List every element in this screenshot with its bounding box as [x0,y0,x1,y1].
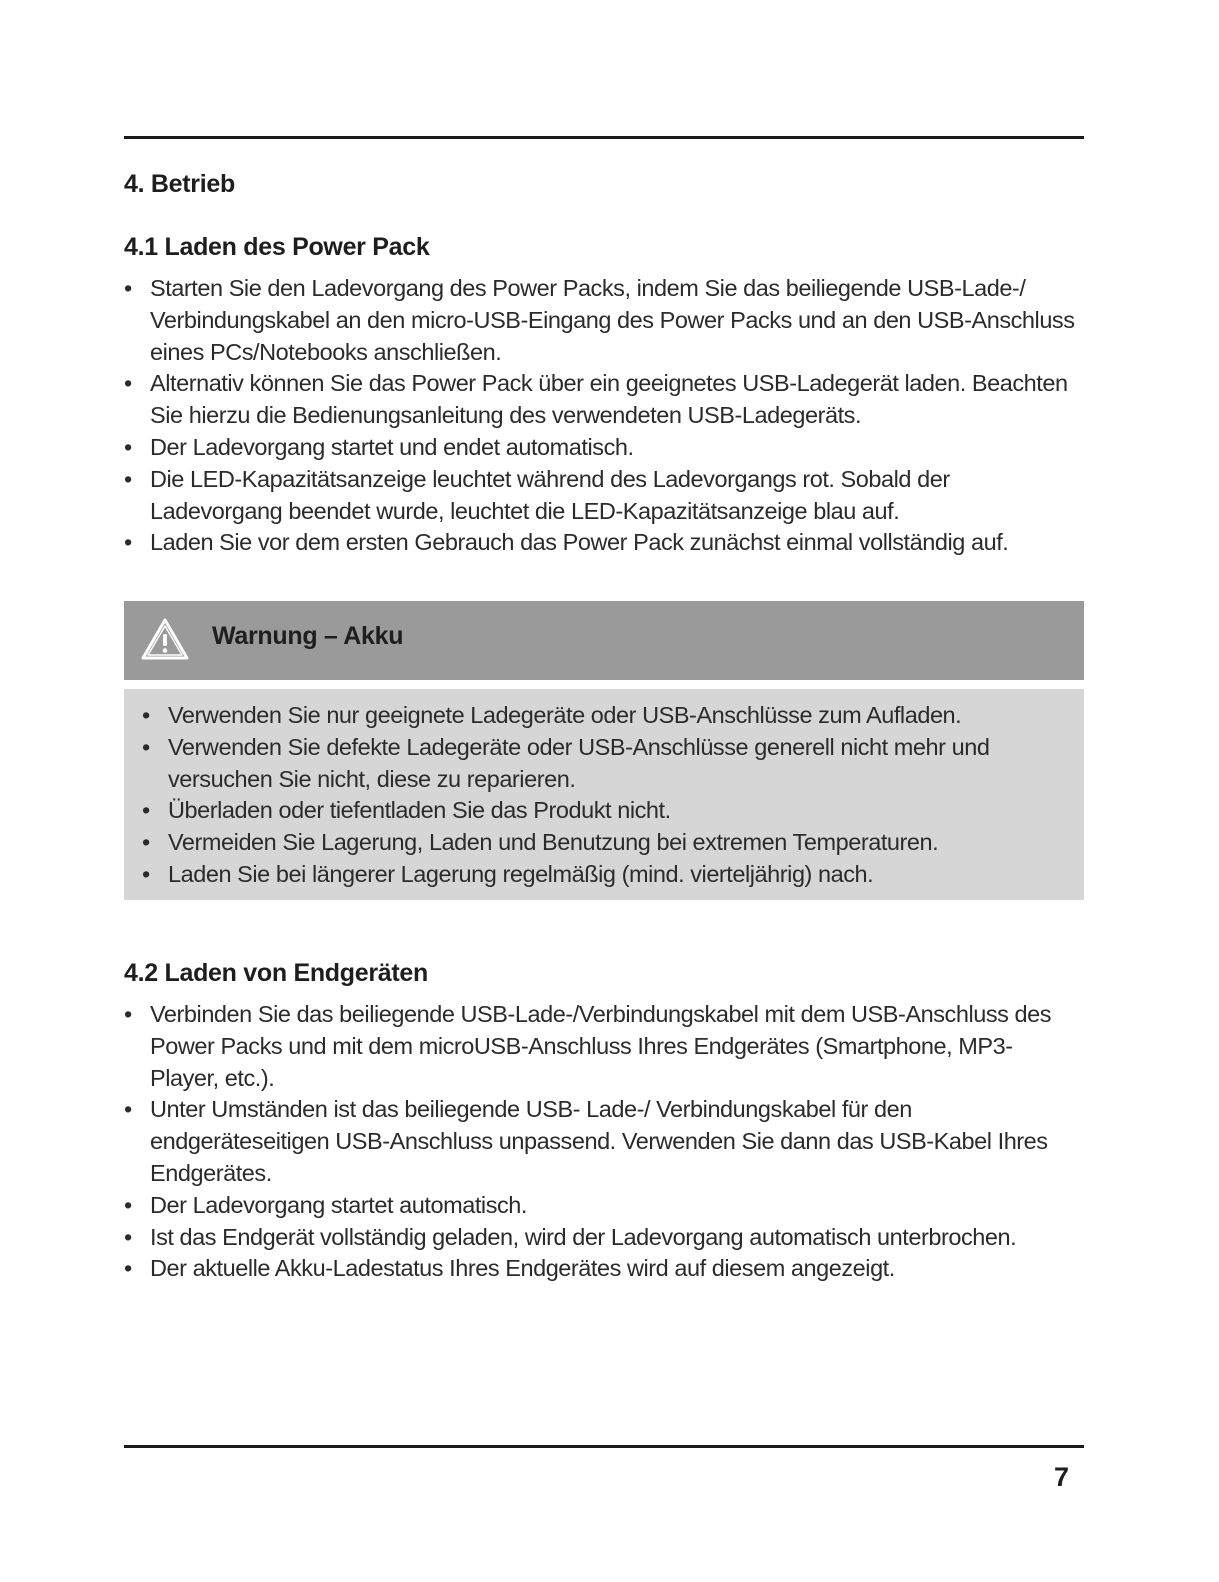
list-item: • Verwenden Sie defekte Ladegeräte oder USB-Anschlüsse generell nicht mehr und versuchen Sie nicht, diese zu reparieren. [142,732,1062,796]
list-item: • Der aktuelle Akku-Ladestatus Ihres Endgerätes wird auf diesem angezeigt. [124,1253,1064,1285]
list-item: • Ist das Endgerät vollständig geladen, wird der Ladevorgang automatisch unterbrochen. [124,1222,1064,1254]
list-item: • Alternativ können Sie das Power Pack über ein geeignetes USB-Ladegerät laden. Beachten Sie hierzu die Bedienungsanleitung des verwendeten USB-Ladegeräts. [124,368,1084,432]
page-number: 7 [1054,1462,1070,1492]
section-title: 4. Betrieb [124,170,235,198]
charging-power-pack-list [124,273,1084,559]
list-item: • Starten Sie den Ladevorgang des Power Packs, indem Sie das beiliegende USB-Lade-/ Verbindungskabel an den micro-USB-Eingang des Power Packs und an den USB-Anschluss eines PCs/Notebooks anschließen. [124,273,1084,368]
warning-body [124,689,1084,900]
warning-triangle-icon [140,617,190,661]
list-item: • Verwenden Sie nur geeignete Ladegeräte oder USB-Anschlüsse zum Aufladen. [142,700,1062,732]
list-item: • Überladen oder tiefentladen Sie das Produkt nicht. [142,795,1062,827]
warning-title: Warnung – Akku [212,622,404,650]
bottom-rule [124,1445,1084,1448]
list-item: • Der Ladevorgang startet automatisch. [124,1190,1064,1222]
subsection-title-charging-power-pack: 4.1 Laden des Power Pack [124,233,430,261]
list-item: • Die LED-Kapazitätsanzeige leuchtet während des Ladevorgangs rot. Sobald der Ladevorgang beendet wurde, leuchtet die LED-Kapazitätsanzeige blau auf. [124,464,1084,528]
list-item: • Vermeiden Sie Lagerung, Laden und Benutzung bei extremen Temperaturen. [142,827,1062,859]
warning-list [142,700,1062,891]
list-item: • Verbinden Sie das beiliegende USB-Lade-/Verbindungskabel mit dem USB-Anschluss des Power Packs und mit dem microUSB-Anschluss Ihres Endgerätes (Smartphone, MP3-Player, etc.). [124,999,1064,1094]
list-item: • Der Ladevorgang startet und endet automatisch. [124,432,1084,464]
top-rule [124,136,1084,139]
subsection-title-charging-devices: 4.2 Laden von Endgeräten [124,959,428,987]
warning-header [124,601,1084,680]
charging-devices-list [124,999,1064,1285]
list-item: • Unter Umständen ist das beiliegende USB- Lade-/ Verbindungskabel für den endgeräteseitigen USB-Anschluss unpassend. Verwenden Sie dann das USB-Kabel Ihres Endgerätes. [124,1094,1064,1189]
list-item: • Laden Sie vor dem ersten Gebrauch das Power Pack zunächst einmal vollständig auf. [124,527,1084,559]
list-item: • Laden Sie bei längerer Lagerung regelmäßig (mind. vierteljährig) nach. [142,859,1062,891]
